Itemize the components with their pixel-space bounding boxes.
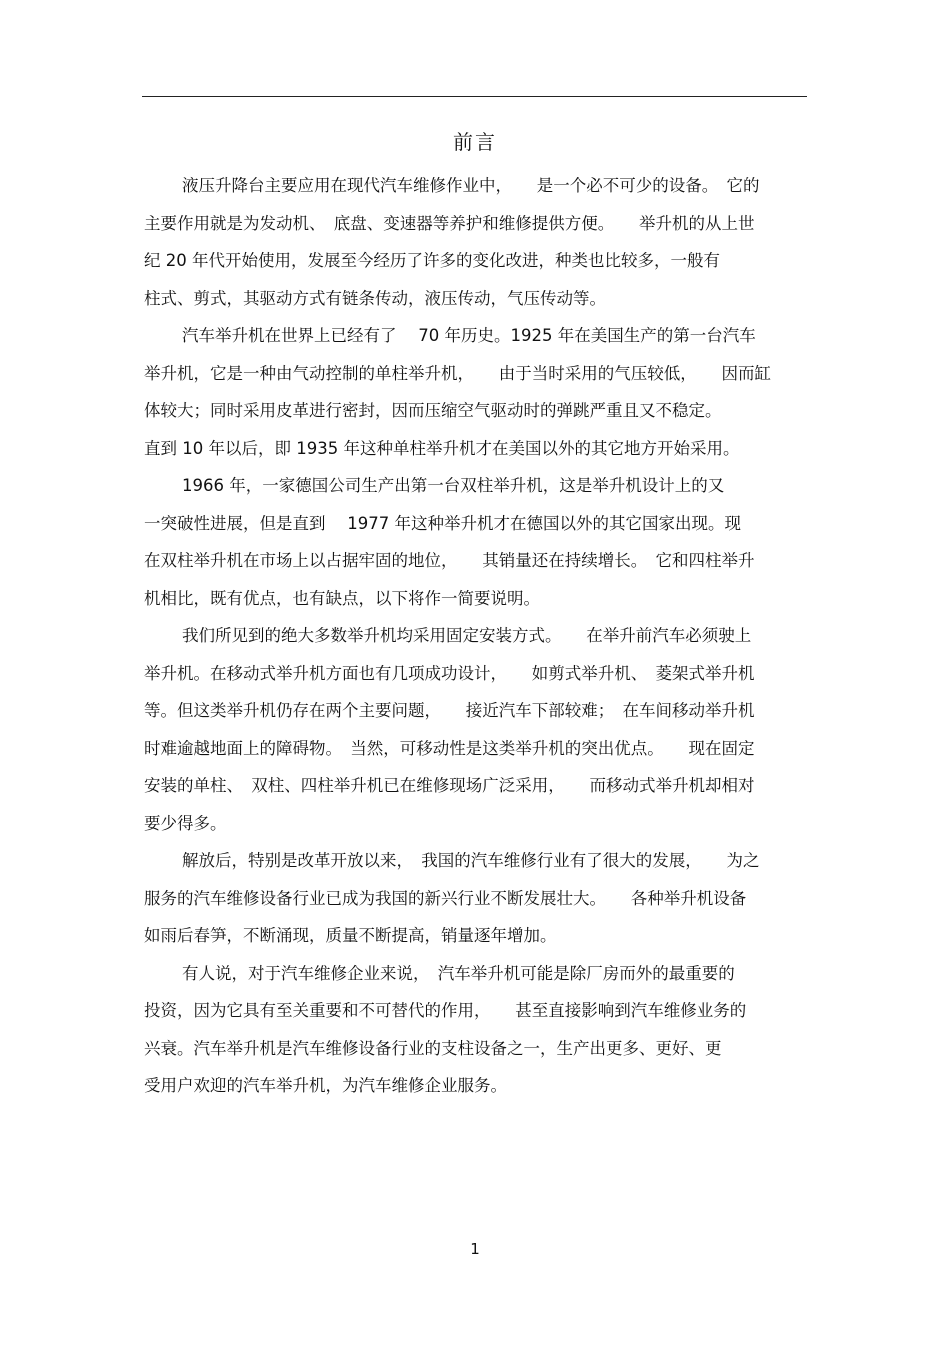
text-line: 投资，因为它具有至关重要和不可替代的作用， 甚至直接影响到汽车维修业务的 bbox=[144, 1001, 747, 1020]
text-line: 兴衰。汽车举升机是汽车维修设备行业的支柱设备之一，生产出更多、更好、更 bbox=[144, 1038, 722, 1058]
text-line: 一突破性进展，但是直到 1977 年这种举升机才在德国以外的其它国家出现。现 bbox=[144, 513, 741, 533]
paragraph bbox=[144, 958, 808, 1108]
text-line: 受用户欢迎的汽车举升机，为汽车维修企业服务。 bbox=[144, 1076, 507, 1095]
paragraph bbox=[144, 470, 808, 620]
paragraph bbox=[144, 320, 808, 470]
text-line: 举升机。在移动式举升机方面也有几项成功设计， 如剪式举升机、 菱架式举升机 bbox=[144, 663, 755, 683]
text-line: 机相比，既有优点，也有缺点，以下将作一简要说明。 bbox=[144, 588, 540, 608]
page-number: 1 bbox=[470, 1240, 480, 1258]
page-title: 前言 bbox=[453, 130, 497, 154]
text-line: 液压升降台主要应用在现代汽车维修作业中， 是一个必不可少的设备。 它的 bbox=[182, 176, 760, 195]
text-line: 时难逾越地面上的障碍物。 当然，可移动性是这类举升机的突出优点。 现在固定 bbox=[144, 738, 755, 758]
text-line: 体较大；同时采用皮革进行密封，因而压缩空气驱动时的弹跳严重且又不稳定。 bbox=[144, 401, 722, 420]
paragraph bbox=[144, 845, 808, 958]
paragraph bbox=[144, 170, 808, 320]
document-body bbox=[144, 170, 808, 1108]
text-line: 解放后，特别是改革开放以来， 我国的汽车维修行业有了很大的发展， 为之 bbox=[182, 851, 760, 870]
paragraph bbox=[144, 620, 808, 845]
text-line: 我们所见到的绝大多数举升机均采用固定安装方式。 在举升前汽车必须驶上 bbox=[182, 626, 752, 645]
header-rule bbox=[142, 96, 807, 97]
text-line: 1966 年，一家德国公司生产出第一台双柱举升机，这是举升机设计上的又 bbox=[182, 476, 725, 495]
text-line: 等。但这类举升机仍存在两个主要问题， 接近汽车下部较难； 在车间移动举升机 bbox=[144, 701, 755, 720]
text-line: 要少得多。 bbox=[144, 813, 227, 833]
text-line: 有人说，对于汽车维修企业来说， 汽车举升机可能是除厂房而外的最重要的 bbox=[182, 963, 735, 983]
text-line: 在双柱举升机在市场上以占据牢固的地位， 其销量还在持续增长。 它和四柱举升 bbox=[144, 551, 755, 570]
text-line: 纪 20 年代开始使用，发展至今经历了许多的变化改进，种类也比较多，一般有 bbox=[144, 251, 720, 270]
text-line: 如雨后春笋，不断涌现，质量不断提高，销量逐年增加。 bbox=[144, 926, 557, 945]
text-line: 安装的单柱、 双柱、四柱举升机已在维修现场广泛采用， 而移动式举升机却相对 bbox=[144, 776, 755, 795]
text-line: 直到 10 年以后，即 1935 年这种单柱举升机才在美国以外的其它地方开始采用。 bbox=[144, 438, 740, 458]
text-line: 服务的汽车维修设备行业已成为我国的新兴行业不断发展壮大。 各种举升机设备 bbox=[144, 888, 747, 908]
text-line: 主要作用就是为发动机、 底盘、变速器等养护和维修提供方便。 举升机的从上世 bbox=[144, 213, 755, 233]
text-line: 柱式、剪式，其驱动方式有链条传动，液压传动，气压传动等。 bbox=[144, 288, 606, 308]
text-line: 汽车举升机在世界上已经有了 70 年历史。1925 年在美国生产的第一台汽车 bbox=[182, 326, 756, 345]
text-line: 举升机，它是一种由气动控制的单柱举升机， 由于当时采用的气压较低， 因而缸 bbox=[144, 363, 771, 383]
